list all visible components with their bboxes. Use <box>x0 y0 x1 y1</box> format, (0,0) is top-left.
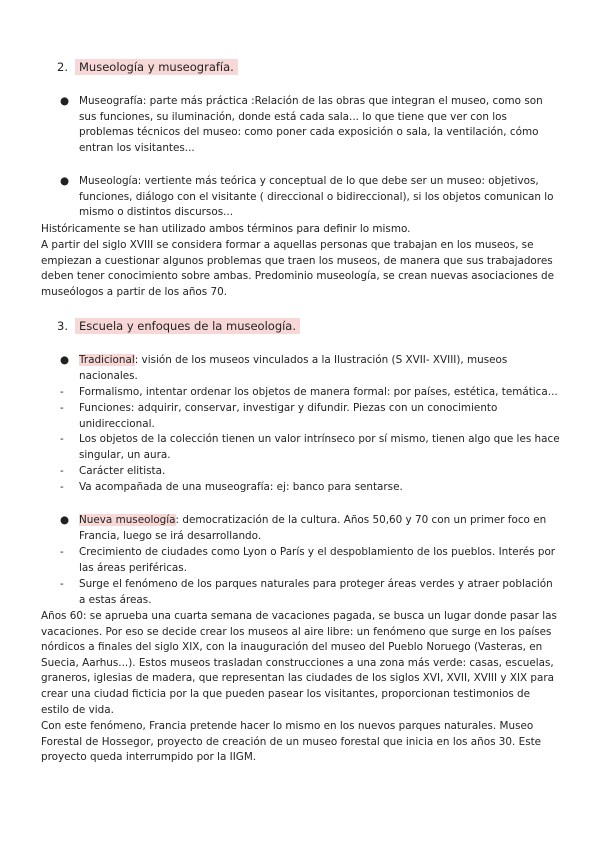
dash-marker: - <box>60 481 64 493</box>
list-item <box>60 401 560 432</box>
list-item <box>60 545 560 576</box>
term-tradicional: Tradicional <box>79 354 135 366</box>
dash-marker: - <box>60 386 64 398</box>
list-item <box>60 94 560 156</box>
bullet-marker: ● <box>60 514 70 526</box>
section-3-number: 3. <box>57 319 68 333</box>
dash-marker: - <box>60 465 64 477</box>
dash-item: Va acompañada de una museografía: ej: banco para sentarse. <box>79 481 403 493</box>
list-item <box>60 353 560 384</box>
list-item <box>60 432 560 463</box>
dash-item: Surge el fenómeno de los parques naturales para proteger áreas verdes y atraer población a estas áreas. <box>79 578 553 606</box>
dash-marker: - <box>60 433 64 445</box>
bullet-nueva-museologia <box>79 513 560 544</box>
nueva-museologia-description: : democratización de la cultura. Años 50,60 y 70 con un primer foco en Francia, luego se irá desarrollando. <box>79 514 547 542</box>
section-3-title: Escuela y enfoques de la museología. <box>75 318 300 334</box>
bullet-marker: ● <box>60 175 70 187</box>
tradicional-description: : visión de los museos vinculados a la Ilustración (S XVII- XVIII), museos nacionales. <box>79 354 508 382</box>
list-item <box>60 480 560 496</box>
bullet-museologia: Museología: vertiente más teórica y conceptual de lo que debe ser un museo: objetivos, funciones, diálogo con el visitante ( direccional o bidireccional), si los objetos comunican lo mismo o distintos discursos... <box>79 175 554 219</box>
list-item <box>60 385 560 401</box>
section-3-heading <box>57 316 300 336</box>
section-2-heading <box>57 57 238 77</box>
bullet-marker: ● <box>60 354 70 366</box>
paragraph: Históricamente se han utilizado ambos términos para definir lo mismo. <box>41 223 411 235</box>
dash-item: Crecimiento de ciudades como Lyon o París y el despoblamiento de los pueblos. Interés por las áreas periféricas. <box>79 546 556 574</box>
bullet-marker: ● <box>60 95 70 107</box>
dash-item: Los objetos de la colección tienen un valor intrínseco por sí mismo, tienen algo que les hace singular, un aura. <box>79 433 560 461</box>
list-item <box>60 513 560 544</box>
bullet-museografia: Museografía: parte más práctica :Relación de las obras que integran el museo, como son sus funciones, su iluminación, donde está cada sala... lo que tiene que ver con los problemas técnicos del museo: como poner cada exposición o sala, la ventilación, cómo entran los visitantes... <box>79 95 543 154</box>
section-2-title: Museología y museografía. <box>75 59 238 75</box>
dash-item: Formalismo, intentar ordenar los objetos de manera formal: por países, estética, temática... <box>79 386 558 398</box>
dash-marker: - <box>60 402 64 414</box>
section-2-number: 2. <box>57 60 68 74</box>
paragraph: Con este fenómeno, Francia pretende hacer lo mismo en los nuevos parques naturales. Museo Forestal de Hossegor, proyecto de creación de un museo forestal que inicia en los años 30. Este proyecto queda interrumpido por la IIGM. <box>41 720 542 764</box>
term-nueva-museologia: Nueva museología <box>79 514 176 526</box>
dash-item: Funciones: adquirir, conservar, investigar y difundir. Piezas con un conocimiento unidireccional. <box>79 402 498 430</box>
dash-item: Carácter elitista. <box>79 465 166 477</box>
paragraph: Años 60: se aprueba una cuarta semana de vacaciones pagada, se busca un lugar donde pasar las vacaciones. Por eso se decide crear los museos al aire libre: un fenómeno que surge en los países nórdicos a finales del siglo XIX, con la inauguración del museo del Pueblo Noruego (Vasteras, en Suecia, Aarhus...). Estos museos trasladan construcciones a una zona más verde: casas, escuelas, graneros, iglesias de madera, que representan las ciudades de los siglos XVI, XVII, XVIII y XIX para crear una ciudad ficticia por la que pueden pasear los visitantes, proporcionan testimonios de estilo de vida. <box>41 610 557 716</box>
bullet-tradicional <box>79 353 560 384</box>
list-item <box>60 577 560 608</box>
list-item <box>60 464 560 480</box>
dash-marker: - <box>60 546 64 558</box>
paragraph: A partir del siglo XVIII se considera formar a aquellas personas que trabajan en los museos, se empiezan a cuestionar algunos problemas que traen los museos, de manera que sus trabajadores deben tener conocimiento sobre ambas. Predominio museología, se crean nuevas asociaciones de museólogos a partir de los años 70. <box>41 239 555 298</box>
dash-marker: - <box>60 578 64 590</box>
list-item <box>60 174 560 221</box>
